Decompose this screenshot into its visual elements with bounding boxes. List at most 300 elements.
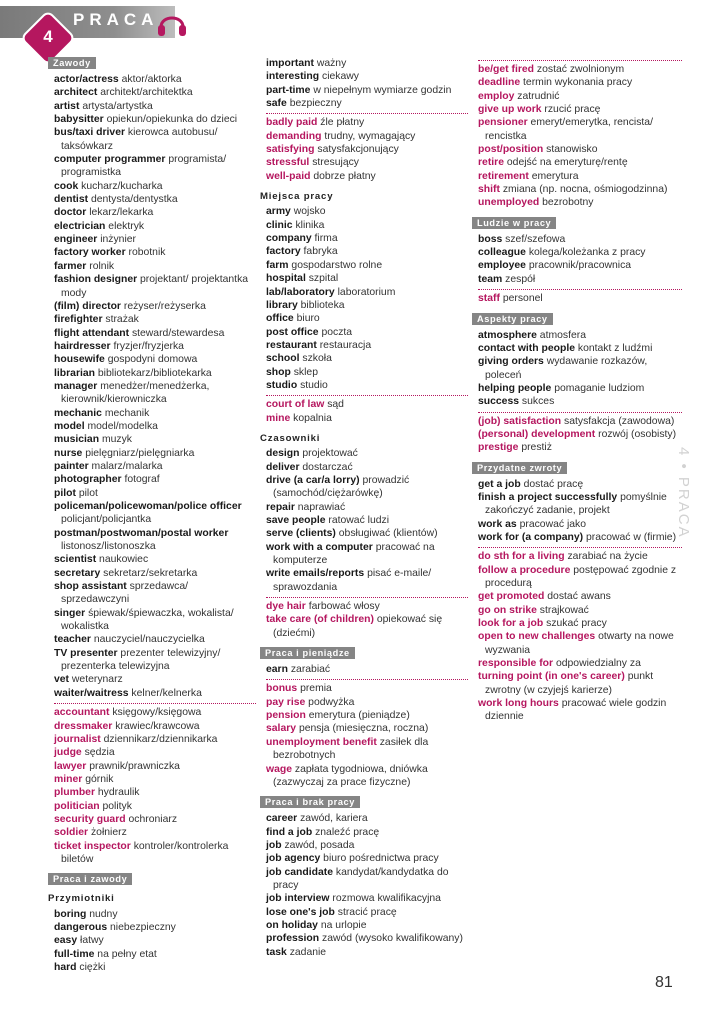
vocab-translation: zmiana (np. nocna, ośmiogodzinna) xyxy=(502,184,668,196)
vocab-term: TV presenter xyxy=(54,647,118,659)
vocab-term: clinic xyxy=(266,219,293,231)
vocab-term: firefighter xyxy=(54,314,103,326)
vocab-term: employee xyxy=(478,260,526,272)
vocab-entry xyxy=(478,143,682,156)
vocab-term: hairdresser xyxy=(54,340,111,352)
vocab-translation: biuro pośrednictwa pracy xyxy=(323,853,439,865)
vocab-term: repair xyxy=(266,501,295,513)
vocab-translation: biuro xyxy=(296,313,320,325)
vocab-entry xyxy=(266,906,468,919)
vocab-entry xyxy=(54,300,256,313)
vocab-term: pay rise xyxy=(266,696,306,708)
vocab-term: be/get fired xyxy=(478,64,535,75)
vocab-entry xyxy=(266,259,468,272)
vocab-term: waiter/waitress xyxy=(54,687,129,699)
vocab-entry xyxy=(478,670,682,697)
vocab-translation: dziennikarz/dziennikarka xyxy=(103,733,218,745)
vocab-translation: steward/stewardesa xyxy=(131,327,225,339)
vocab-entry xyxy=(266,514,468,527)
vocab-term: responsible for xyxy=(478,658,554,670)
vocab-term: cook xyxy=(54,180,79,192)
vocab-translation: naukowiec xyxy=(99,554,149,566)
vocab-entry xyxy=(478,329,682,342)
vocab-translation: pisać e-maile/ sprawozdania xyxy=(273,568,432,593)
dotted-separator xyxy=(478,412,682,413)
vocab-translation: łatwy xyxy=(80,935,104,947)
dotted-separator xyxy=(266,113,468,114)
dotted-separator xyxy=(478,547,682,548)
vocab-term: (job) satisfaction xyxy=(478,415,562,427)
vocab-translation: odejść na emeryturę/rentę xyxy=(506,157,628,169)
vocab-term: mechanic xyxy=(54,407,102,419)
vocab-translation: sekretarz/sekretarka xyxy=(103,567,198,579)
vocab-translation: kucharz/kucharka xyxy=(81,180,163,192)
vocab-term: work for (a company) xyxy=(478,531,584,543)
vocab-term: job xyxy=(266,839,282,851)
vocab-term: full-time xyxy=(54,948,95,960)
vocab-entry xyxy=(54,367,256,380)
vocab-term: security guard xyxy=(54,813,126,825)
vocab-term: accountant xyxy=(54,707,110,719)
vocab-entry xyxy=(266,461,468,474)
category-heading: Praca i brak pracy xyxy=(260,796,360,808)
vocab-entry xyxy=(266,205,468,218)
vocab-term: easy xyxy=(54,935,78,947)
category-heading: Praca i pieniądze xyxy=(260,647,355,659)
vocab-term: school xyxy=(266,353,300,365)
vocab-term: court of law xyxy=(266,399,325,411)
vocab-entry xyxy=(54,733,256,746)
vocab-translation: fotograf xyxy=(124,474,160,486)
vocab-entry xyxy=(54,633,256,646)
vocab-entry xyxy=(54,180,256,193)
vocab-term: electrician xyxy=(54,220,106,232)
vocab-entry xyxy=(266,130,468,143)
vocab-term: employ xyxy=(478,90,515,102)
vocab-translation: prawnik/prawniczka xyxy=(89,760,180,772)
vocab-entry xyxy=(266,474,468,501)
vocab-term: helping people xyxy=(478,382,552,394)
vocab-term: staff xyxy=(478,293,500,305)
vocab-term: retirement xyxy=(478,170,529,182)
vocab-entry xyxy=(266,763,468,790)
vocab-translation: opiekun/opiekunka do dzieci xyxy=(106,114,238,126)
vocab-term: librarian xyxy=(54,367,95,379)
vocab-translation: zostać zwolnionym xyxy=(536,64,625,75)
vocab-term: well-paid xyxy=(266,170,311,182)
vocab-entry xyxy=(266,613,468,640)
vocab-term: work long hours xyxy=(478,698,559,710)
vocab-entry xyxy=(266,299,468,312)
vocab-entry xyxy=(478,103,682,116)
vocab-term: doctor xyxy=(54,207,87,219)
vocab-term: write emails/reports xyxy=(266,568,365,580)
vocab-term: safe xyxy=(266,98,287,110)
vocab-translation: zarabiać na życie xyxy=(567,551,648,563)
vocab-translation: architekt/architektka xyxy=(100,87,193,99)
vocab-term: on holiday xyxy=(266,919,318,931)
vocab-entry xyxy=(266,663,468,676)
vocab-term: task xyxy=(266,946,287,958)
vocab-translation: sklep xyxy=(293,366,318,378)
vocab-entry xyxy=(54,433,256,446)
vocab-term: satisfying xyxy=(266,144,315,156)
vocab-term: post/position xyxy=(478,144,544,156)
vocab-entry xyxy=(266,946,468,959)
vocab-entry xyxy=(54,934,256,947)
vocab-entry xyxy=(478,246,682,259)
vocab-term: important xyxy=(266,58,314,69)
vocab-term: housewife xyxy=(54,354,105,366)
dotted-separator xyxy=(266,679,468,680)
vocab-translation: malarz/malarka xyxy=(91,460,163,472)
vocab-term: deadline xyxy=(478,77,521,89)
vocab-translation: otwarty na nowe wyzwania xyxy=(485,631,674,656)
vocab-term: open to new challenges xyxy=(478,631,596,643)
page-number: 81 xyxy=(655,974,673,991)
vocab-translation: stanowisko xyxy=(546,144,598,156)
vocab-entry xyxy=(266,70,468,83)
vocab-term: dentist xyxy=(54,194,89,206)
vocab-entry xyxy=(266,932,468,945)
vocab-entry xyxy=(266,567,468,594)
vocab-term: finish a project successfully xyxy=(478,491,618,503)
vocab-term: studio xyxy=(266,379,298,391)
vocab-translation: stracić pracę xyxy=(337,906,397,918)
vocab-term: badly paid xyxy=(266,117,318,129)
subcategory-heading: Czasowniki xyxy=(260,432,321,444)
vocab-translation: odpowiedzialny za xyxy=(555,658,641,670)
vocab-entry xyxy=(54,73,256,86)
vocab-translation: górnik xyxy=(85,773,114,785)
vocab-entry xyxy=(266,892,468,905)
vocab-term: unemployed xyxy=(478,197,540,209)
vocab-term: singer xyxy=(54,607,86,619)
vocab-entry xyxy=(54,380,256,407)
vocab-translation: księgowy/księgowa xyxy=(112,707,202,719)
vocab-entry xyxy=(54,706,256,719)
vocab-term: pension xyxy=(266,710,306,722)
vocab-term: colleague xyxy=(478,247,526,259)
vocab-entry xyxy=(54,760,256,773)
vocab-term: (film) director xyxy=(54,300,121,312)
vocab-entry xyxy=(478,604,682,617)
vocab-translation: szukać pracy xyxy=(546,618,607,630)
vocab-translation: kierowca autobusu/ taksówkarz xyxy=(61,127,218,152)
vocab-term: unemployment benefit xyxy=(266,736,377,748)
vocab-term: interesting xyxy=(266,71,320,83)
vocab-term: success xyxy=(478,396,520,408)
vocab-entry xyxy=(266,245,468,258)
vocab-entry xyxy=(478,116,682,143)
vocab-entry xyxy=(478,233,682,246)
vocab-translation: pensja (miesięczna, roczna) xyxy=(298,723,429,735)
vocab-translation: na urlopie xyxy=(320,919,367,931)
vocab-entry xyxy=(266,366,468,379)
vocab-column-1 xyxy=(48,57,256,974)
vocab-entry xyxy=(478,395,682,408)
vocab-term: manager xyxy=(54,380,98,392)
vocab-entry xyxy=(54,607,256,634)
vocab-entry xyxy=(266,541,468,568)
vocab-translation: inżynier xyxy=(100,234,137,246)
vocab-term: model xyxy=(54,420,85,432)
vocab-translation: kelner/kelnerka xyxy=(131,687,202,699)
vocab-entry xyxy=(54,100,256,113)
vocab-term: prestige xyxy=(478,442,519,454)
vocab-term: dye hair xyxy=(266,601,306,613)
vocab-term: job interview xyxy=(266,893,330,905)
vocab-term: hard xyxy=(54,962,77,973)
vocab-entry xyxy=(478,441,682,454)
vocab-entry xyxy=(266,826,468,839)
vocab-translation: kopalnia xyxy=(293,412,332,424)
vocab-translation: w niepełnym wymiarze godzin xyxy=(313,84,452,96)
vocab-translation: śpiewak/śpiewaczka, wokalista/ wokalistka xyxy=(61,607,234,633)
vocab-term: deliver xyxy=(266,461,300,473)
vocab-translation: gospodyni domowa xyxy=(107,354,198,366)
vocab-term: factory worker xyxy=(54,247,126,259)
vocab-translation: strajkować xyxy=(539,604,589,616)
vocab-term: post office xyxy=(266,326,319,338)
vocab-entry xyxy=(478,273,682,286)
vocab-term: scientist xyxy=(54,554,97,566)
vocab-entry xyxy=(478,259,682,272)
vocab-translation: atmosfera xyxy=(539,329,586,341)
vocab-entry xyxy=(54,113,256,126)
vocab-entry xyxy=(478,550,682,563)
vocab-translation: niebezpieczny xyxy=(110,921,176,933)
vocab-entry xyxy=(54,840,256,867)
vocab-entry xyxy=(266,156,468,169)
vocab-entry xyxy=(266,682,468,695)
vocab-translation: pielęgniarz/pielęgniarka xyxy=(85,447,195,459)
vocab-term: find a job xyxy=(266,826,313,838)
vocab-term: plumber xyxy=(54,787,95,799)
vocab-entry xyxy=(54,473,256,486)
vocab-entry xyxy=(54,340,256,353)
vocab-translation: ochroniarz xyxy=(128,813,178,825)
vocab-term: boss xyxy=(478,233,503,245)
vocab-entry xyxy=(478,76,682,89)
vocab-entry xyxy=(54,908,256,921)
vocab-entry xyxy=(266,866,468,893)
vocab-translation: rzucić pracę xyxy=(544,104,601,116)
vocab-translation: premia xyxy=(300,683,332,695)
vocab-term: lose one's job xyxy=(266,906,335,918)
vocab-entry xyxy=(54,233,256,246)
vocab-translation: biblioteka xyxy=(300,299,345,311)
vocab-translation: zatrudnić xyxy=(517,90,560,102)
dotted-separator xyxy=(478,289,682,290)
vocab-term: dangerous xyxy=(54,921,108,933)
vocab-translation: emerytura (pieniądze) xyxy=(308,710,410,722)
vocab-term: fashion designer xyxy=(54,274,138,286)
vocab-entry xyxy=(478,518,682,531)
category-heading: Ludzie w pracy xyxy=(472,217,556,229)
vocab-entry xyxy=(478,478,682,491)
vocab-entry xyxy=(266,398,468,411)
vocab-translation: krawiec/krawcowa xyxy=(115,720,200,732)
vocab-term: team xyxy=(478,273,503,285)
vocab-translation: firma xyxy=(314,233,338,245)
vocab-term: lawyer xyxy=(54,760,87,772)
unit-number: 4 xyxy=(43,27,53,46)
vocab-translation: weterynarz xyxy=(71,674,123,686)
vocab-term: drive (a car/a lorry) xyxy=(266,474,360,486)
vocab-term: go on strike xyxy=(478,604,537,616)
vocab-term: miner xyxy=(54,773,83,785)
vocab-entry xyxy=(54,273,256,300)
vocab-term: actor/actress xyxy=(54,74,119,85)
vocab-entry xyxy=(54,153,256,180)
vocab-translation: zawód, kariera xyxy=(300,813,368,825)
vocab-translation: pracować wiele godzin dziennie xyxy=(485,698,667,723)
vocab-entry xyxy=(266,447,468,460)
vocab-entry xyxy=(54,327,256,340)
vocab-term: architect xyxy=(54,87,98,99)
vocab-translation: programista/ programistka xyxy=(61,154,227,179)
vocab-entry xyxy=(478,63,682,76)
vocab-translation: szef/szefowa xyxy=(505,233,566,245)
vocab-entry xyxy=(266,412,468,425)
vocab-entry xyxy=(54,353,256,366)
vocab-translation: pracownik/pracownica xyxy=(528,260,632,272)
vocab-term: engineer xyxy=(54,234,98,246)
vocab-translation: podwyżka xyxy=(308,696,355,708)
vocab-translation: ważny xyxy=(316,58,347,69)
vocab-translation: punkt zwrotny (w czyjejś karierze) xyxy=(485,671,654,696)
vocab-translation: postępować zgodnie z procedurą xyxy=(485,564,677,589)
vocab-term: profession xyxy=(266,933,320,945)
vocab-translation: reżyser/reżyserka xyxy=(123,300,206,312)
vocab-translation: dentysta/dentystka xyxy=(90,194,178,206)
vocab-entry xyxy=(54,813,256,826)
vocab-translation: pracować w (firmie) xyxy=(585,531,677,543)
vocab-term: shop assistant xyxy=(54,581,127,593)
category-heading: Przydatne zwroty xyxy=(472,462,567,474)
vocab-translation: rolnik xyxy=(89,260,115,272)
vocab-entry xyxy=(54,407,256,420)
vocab-translation: dostać awans xyxy=(547,591,611,603)
vocab-translation: restauracja xyxy=(319,339,372,351)
vocab-entry xyxy=(54,826,256,839)
vocab-translation: fryzjer/fryzjerka xyxy=(113,340,184,352)
vocab-translation: emeryt/emerytka, rencista/ rencistka xyxy=(485,117,653,142)
vocab-entry xyxy=(54,720,256,733)
vocab-entry xyxy=(266,352,468,365)
vocab-term: shop xyxy=(266,366,291,378)
vocab-translation: dobrze płatny xyxy=(313,170,376,182)
vocab-translation: poczta xyxy=(321,326,353,338)
vocab-translation: robotnik xyxy=(128,247,166,259)
vocab-term: atmosphere xyxy=(478,329,537,341)
vocab-term: journalist xyxy=(54,733,101,745)
vocab-translation: naprawiać xyxy=(297,501,346,513)
vocab-entry xyxy=(54,246,256,259)
vocab-term: get a job xyxy=(478,478,521,490)
vocab-term: pensioner xyxy=(478,117,528,129)
vocab-term: bus/taxi driver xyxy=(54,127,126,139)
vocab-translation: na pełny etat xyxy=(97,948,157,960)
vocab-term: turning point (in one's career) xyxy=(478,671,625,683)
category-heading: Zawody xyxy=(48,57,96,69)
vocab-entry xyxy=(266,312,468,325)
vocab-translation: rozwój (osobisty) xyxy=(598,428,677,440)
vocab-translation: hydraulik xyxy=(97,787,140,799)
vocab-term: politician xyxy=(54,800,100,812)
vocab-entry xyxy=(54,460,256,473)
vocab-translation: zasiłek dla bezrobotnych xyxy=(273,736,429,762)
vocab-translation: farbować włosy xyxy=(308,601,380,613)
vocab-term: painter xyxy=(54,460,89,472)
vocab-translation: termin wykonania pracy xyxy=(523,77,633,89)
vocab-entry xyxy=(54,961,256,974)
vocab-term: lab/laboratory xyxy=(266,286,335,298)
vocab-entry xyxy=(54,786,256,799)
vocab-entry xyxy=(266,272,468,285)
vocab-translation: ciężki xyxy=(79,962,106,973)
vocab-entry xyxy=(266,143,468,156)
vocab-translation: zadanie xyxy=(289,946,327,958)
vocab-entry xyxy=(478,382,682,395)
headphones-icon xyxy=(155,7,189,41)
vocab-term: flight attendant xyxy=(54,327,130,339)
vocab-term: library xyxy=(266,299,298,311)
vocab-term: farm xyxy=(266,259,289,271)
vocab-translation: gospodarstwo rolne xyxy=(291,259,383,271)
vocab-term: restaurant xyxy=(266,339,317,351)
vocab-translation: wydawanie rozkazów, poleceń xyxy=(485,356,648,381)
subcategory-heading: Przymiotniki xyxy=(48,893,115,905)
vocab-translation: prestiż xyxy=(521,442,552,454)
vocab-entry xyxy=(478,355,682,382)
vocab-translation: trudny, wymagający xyxy=(324,130,416,142)
vocab-entry xyxy=(478,156,682,169)
vocab-term: get promoted xyxy=(478,591,545,603)
vocab-term: earn xyxy=(266,664,288,676)
vocab-translation: model/modelka xyxy=(87,420,158,432)
vocab-translation: zespół xyxy=(505,273,536,285)
vocab-entry xyxy=(266,170,468,183)
vocab-entry xyxy=(478,170,682,183)
vocab-entry xyxy=(478,630,682,657)
vocab-translation: laboratorium xyxy=(337,286,396,298)
vocab-translation: elektryk xyxy=(108,220,145,232)
vocab-translation: zapłata tygodniowa, dniówka (zazwyczaj za prace fizyczne) xyxy=(273,763,428,788)
unit-title: PRACA xyxy=(73,10,159,29)
vocab-term: mine xyxy=(266,412,291,424)
vocab-entry xyxy=(54,948,256,961)
vocab-term: design xyxy=(266,448,300,460)
vocab-entry xyxy=(266,219,468,232)
vocab-translation: emerytura xyxy=(531,170,579,182)
dotted-separator xyxy=(266,597,468,598)
vocab-term: part-time xyxy=(266,84,311,96)
vocab-entry xyxy=(266,286,468,299)
vocab-term: nurse xyxy=(54,447,83,459)
vocab-translation: studio xyxy=(300,379,328,391)
vocab-term: stressful xyxy=(266,157,310,169)
vocab-column-3 xyxy=(472,57,682,724)
vocab-term: salary xyxy=(266,723,297,735)
vocab-entry xyxy=(478,415,682,428)
vocab-term: retire xyxy=(478,157,504,169)
vocab-translation: kolega/koleżanka z pracy xyxy=(528,247,646,259)
vocab-translation: mechanik xyxy=(104,407,150,419)
vocab-translation: dostać pracę xyxy=(523,478,584,490)
vocab-term: musician xyxy=(54,434,100,446)
